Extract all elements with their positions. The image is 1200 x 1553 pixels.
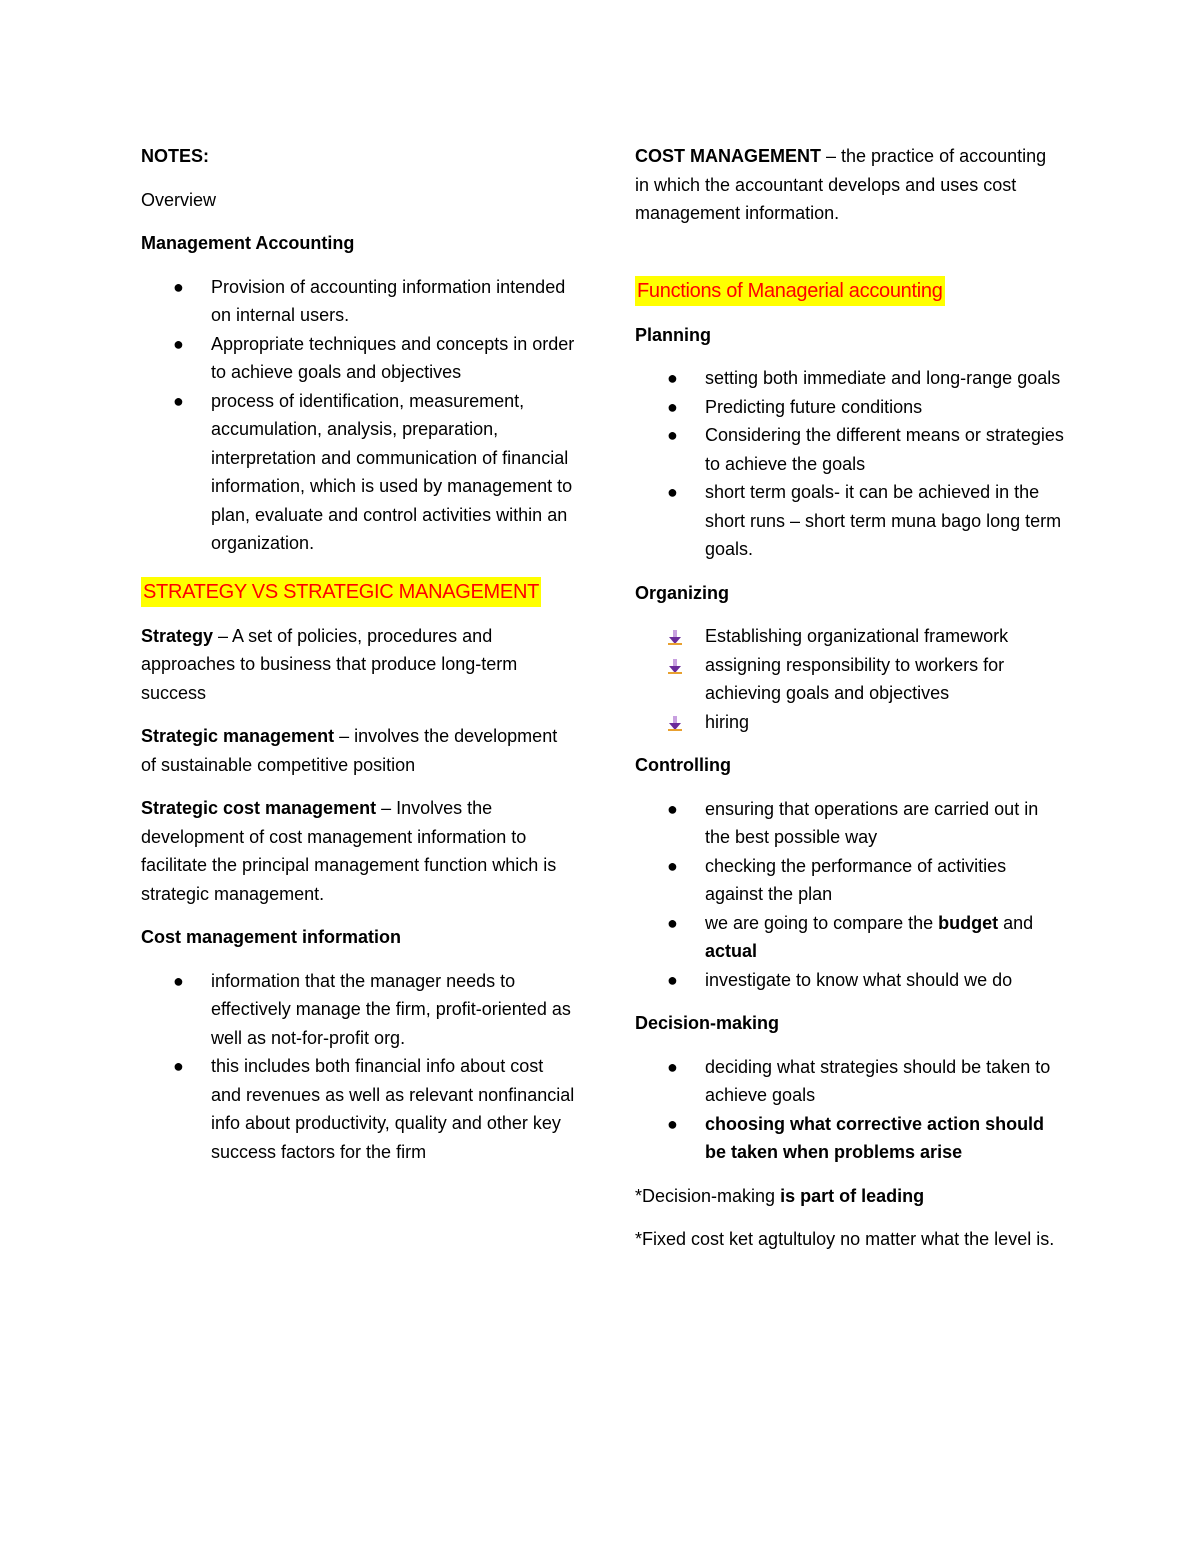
controlling-list bbox=[635, 795, 1065, 995]
list-item: ● Appropriate techniques and concepts in order to achieve goals and objectives bbox=[141, 330, 576, 387]
cost-management-information-list bbox=[141, 967, 576, 1167]
bullet-dot-icon: ● bbox=[667, 912, 678, 933]
functions-section-heading: Functions of Managerial accounting bbox=[635, 276, 945, 306]
list-item: ● Provision of accounting information intended on internal users. bbox=[141, 273, 576, 330]
controlling-heading: Controlling bbox=[635, 755, 731, 775]
planning-heading: Planning bbox=[635, 324, 711, 345]
list-item: Establishing organizational framework bbox=[635, 622, 1065, 651]
decision-making-list bbox=[635, 1053, 1065, 1167]
right-column bbox=[635, 142, 1065, 1269]
notes-label: NOTES: bbox=[141, 146, 210, 166]
bullet-dot-icon: ● bbox=[667, 425, 678, 445]
bullet-dot-icon: ● bbox=[667, 1056, 678, 1077]
list-item: ● short term goals- it can be achieved in the short runs – short term muna bago long term goals. bbox=[635, 478, 1065, 564]
organizing-heading: Organizing bbox=[635, 582, 729, 603]
list-item: ● this includes both financial info about cost and revenues as well as relevant nonfinancial info about productivity, quality and other key success factors for the firm bbox=[141, 1052, 576, 1166]
bullet-dot-icon: ● bbox=[173, 390, 184, 411]
list-item: ● investigate to know what should we do bbox=[635, 966, 1065, 995]
bullet-dot-icon: ● bbox=[173, 1056, 184, 1076]
strategic-cost-management-definition: Strategic cost management – Involves the development of cost management information to facilitate the principal management function which is strategic management. bbox=[141, 798, 557, 904]
bullet-dot-icon: ● bbox=[173, 276, 184, 297]
list-item: ● Predicting future conditions bbox=[635, 393, 1065, 422]
bullet-dot-icon: ● bbox=[667, 969, 678, 990]
list-item: assigning responsibility to workers for achieving goals and objectives bbox=[635, 651, 1065, 708]
bullet-dot-icon: ● bbox=[173, 970, 184, 991]
planning-list bbox=[635, 364, 1065, 564]
arrow-down-icon bbox=[667, 629, 683, 645]
management-accounting-heading: Management Accounting bbox=[141, 233, 355, 253]
cost-management-definition: COST MANAGEMENT – the practice of accounting in which the accountant develops and uses cost management information. bbox=[635, 146, 1047, 223]
list-item: ● ensuring that operations are carried out in the best possible way bbox=[635, 795, 1065, 852]
strategy-section-heading: STRATEGY VS STRATEGIC MANAGEMENT bbox=[141, 577, 541, 607]
arrow-down-icon bbox=[667, 658, 683, 674]
list-item: ● we are going to compare the budget and actual bbox=[635, 909, 1065, 966]
list-item: ● information that the manager needs to effectively manage the firm, profit-oriented as well as not-for-profit org. bbox=[141, 967, 576, 1053]
management-accounting-list bbox=[141, 273, 576, 558]
strategic-management-definition: Strategic management – involves the development of sustainable competitive position bbox=[141, 726, 558, 775]
decision-making-heading: Decision-making bbox=[635, 1013, 780, 1033]
list-item: ● process of identification, measurement, accumulation, analysis, preparation, interpretation and communication of financial information, which is used by management to plan, evaluate and control activities within an organization. bbox=[141, 387, 576, 558]
list-item: ● checking the performance of activities against the plan bbox=[635, 852, 1065, 909]
arrow-down-icon bbox=[667, 715, 683, 731]
bullet-dot-icon: ● bbox=[173, 333, 184, 354]
list-item: ● Considering the different means or strategies to achieve the goals bbox=[635, 421, 1065, 478]
decision-making-note: *Decision-making is part of leading bbox=[635, 1185, 925, 1206]
bullet-dot-icon: ● bbox=[667, 855, 678, 876]
bullet-dot-icon: ● bbox=[667, 368, 678, 388]
list-item: hiring bbox=[635, 708, 1065, 737]
left-column bbox=[141, 142, 576, 1181]
bullet-dot-icon: ● bbox=[667, 798, 678, 819]
overview-label: Overview bbox=[141, 189, 217, 210]
fixed-cost-note: *Fixed cost ket agtultuloy no matter what the level is. bbox=[635, 1229, 1055, 1249]
bullet-dot-icon: ● bbox=[667, 482, 678, 502]
bullet-dot-icon: ● bbox=[667, 1113, 678, 1134]
list-item: ● setting both immediate and long-range goals bbox=[635, 364, 1065, 393]
cost-management-information-heading: Cost management information bbox=[141, 927, 402, 947]
bullet-dot-icon: ● bbox=[667, 396, 678, 417]
list-item: ● choosing what corrective action should be taken when problems arise bbox=[635, 1110, 1065, 1167]
strategy-definition: Strategy – A set of policies, procedures and approaches to business that produce long-term success bbox=[141, 625, 518, 703]
organizing-list bbox=[635, 622, 1065, 736]
list-item: ● deciding what strategies should be taken to achieve goals bbox=[635, 1053, 1065, 1110]
